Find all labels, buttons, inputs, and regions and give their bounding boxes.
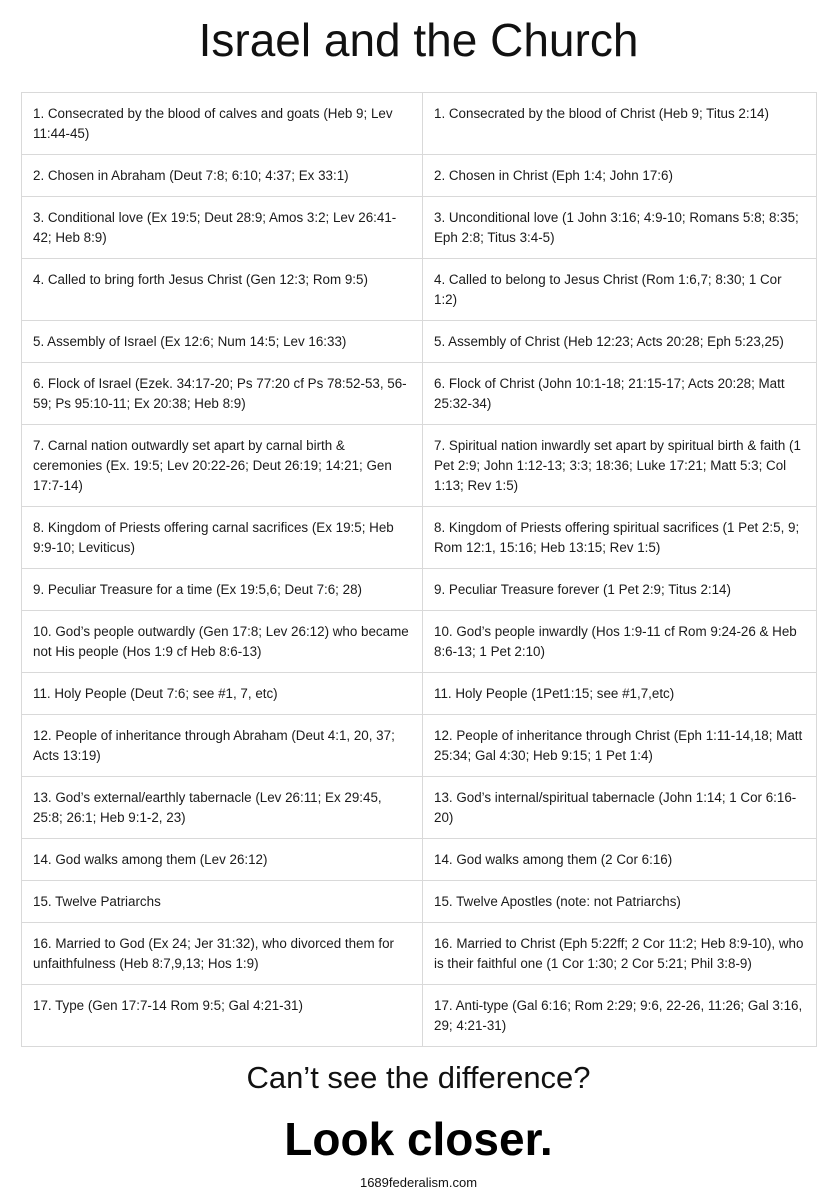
church-cell: 8. Kingdom of Priests offering spiritual sacrifices (1 Pet 2:5, 9; Rom 12:1, 15:16; Heb 13:15; Rev 1:5) — [423, 507, 817, 569]
table-row — [22, 777, 817, 839]
table-row — [22, 611, 817, 673]
table-row — [22, 321, 817, 363]
punchline: Look closer. — [284, 1113, 553, 1165]
comparison-table — [21, 92, 817, 1047]
church-cell: 16. Married to Christ (Eph 5:22ff; 2 Cor 11:2; Heb 8:9-10), who is their faithful one (1 Cor 1:30; 2 Cor 5:21; Phil 3:8-9) — [423, 923, 817, 985]
israel-cell: 6. Flock of Israel (Ezek. 34:17-20; Ps 77:20 cf Ps 78:52-53, 56-59; Ps 95:10-11; Ex 20:38; Heb 8:9) — [22, 363, 423, 425]
israel-cell: 4. Called to bring forth Jesus Christ (Gen 12:3; Rom 9:5) — [22, 259, 423, 321]
tagline: Can’t see the difference? — [246, 1060, 591, 1095]
table-row — [22, 425, 817, 507]
church-cell: 4. Called to belong to Jesus Christ (Rom 1:6,7; 8:30; 1 Cor 1:2) — [423, 259, 817, 321]
table-row — [22, 673, 817, 715]
israel-cell: 13. God’s external/earthly tabernacle (Lev 26:11; Ex 29:45, 25:8; 26:1; Heb 9:1-2, 23) — [22, 777, 423, 839]
israel-cell: 5. Assembly of Israel (Ex 12:6; Num 14:5; Lev 16:33) — [22, 321, 423, 363]
church-cell: 13. God’s internal/spiritual tabernacle (John 1:14; 1 Cor 6:16-20) — [423, 777, 817, 839]
church-cell: 2. Chosen in Christ (Eph 1:4; John 17:6) — [423, 155, 817, 197]
table-row — [22, 985, 817, 1047]
israel-cell: 9. Peculiar Treasure for a time (Ex 19:5,6; Deut 7:6; 28) — [22, 569, 423, 611]
church-cell: 7. Spiritual nation inwardly set apart by spiritual birth & faith (1 Pet 2:9; John 1:12-13; 3:3; 18:36; Luke 17:21; Matt 5:3; Col 1:13; Rev 1:5) — [423, 425, 817, 507]
israel-cell: 17. Type (Gen 17:7-14 Rom 9:5; Gal 4:21-31) — [22, 985, 423, 1047]
israel-cell: 12. People of inheritance through Abraham (Deut 4:1, 20, 37; Acts 13:19) — [22, 715, 423, 777]
israel-cell: 16. Married to God (Ex 24; Jer 31:32), who divorced them for unfaithfulness (Heb 8:7,9,13; Hos 1:9) — [22, 923, 423, 985]
israel-cell: 10. God’s people outwardly (Gen 17:8; Lev 26:12) who became not His people (Hos 1:9 cf Heb 8:6-13) — [22, 611, 423, 673]
table-row — [22, 923, 817, 985]
church-cell: 12. People of inheritance through Christ (Eph 1:11-14,18; Matt 25:34; Gal 4:30; Heb 9:15; 1 Pet 1:4) — [423, 715, 817, 777]
church-cell: 17. Anti-type (Gal 6:16; Rom 2:29; 9:6, 22-26, 11:26; Gal 3:16, 29; 4:21-31) — [423, 985, 817, 1047]
israel-cell: 8. Kingdom of Priests offering carnal sacrifices (Ex 19:5; Heb 9:9-10; Leviticus) — [22, 507, 423, 569]
church-cell: 5. Assembly of Christ (Heb 12:23; Acts 20:28; Eph 5:23,25) — [423, 321, 817, 363]
page-title: Israel and the Church — [198, 14, 639, 66]
church-cell: 15. Twelve Apostles (note: not Patriarchs) — [423, 881, 817, 923]
israel-cell: 11. Holy People (Deut 7:6; see #1, 7, etc) — [22, 673, 423, 715]
israel-cell: 15. Twelve Patriarchs — [22, 881, 423, 923]
table-row — [22, 507, 817, 569]
israel-cell: 2. Chosen in Abraham (Deut 7:8; 6:10; 4:37; Ex 33:1) — [22, 155, 423, 197]
israel-cell: 3. Conditional love (Ex 19:5; Deut 28:9; Amos 3:2; Lev 26:41-42; Heb 8:9) — [22, 197, 423, 259]
church-cell: 14. God walks among them (2 Cor 6:16) — [423, 839, 817, 881]
table-row — [22, 569, 817, 611]
church-cell: 3. Unconditional love (1 John 3:16; 4:9-10; Romans 5:8; 8:35; Eph 2:8; Titus 3:4-5) — [423, 197, 817, 259]
comparison-table-body — [22, 93, 817, 1047]
table-row — [22, 93, 817, 155]
church-cell: 11. Holy People (1Pet1:15; see #1,7,etc) — [423, 673, 817, 715]
church-cell: 6. Flock of Christ (John 10:1-18; 21:15-17; Acts 20:28; Matt 25:32-34) — [423, 363, 817, 425]
israel-cell: 14. God walks among them (Lev 26:12) — [22, 839, 423, 881]
table-row — [22, 715, 817, 777]
website-credit: 1689federalism.com — [359, 1175, 478, 1190]
table-row — [22, 839, 817, 881]
church-cell: 1. Consecrated by the blood of Christ (Heb 9; Titus 2:14) — [423, 93, 817, 155]
table-row — [22, 363, 817, 425]
table-row — [22, 155, 817, 197]
table-row — [22, 259, 817, 321]
church-cell: 9. Peculiar Treasure forever (1 Pet 2:9; Titus 2:14) — [423, 569, 817, 611]
table-row — [22, 197, 817, 259]
table-row — [22, 881, 817, 923]
church-cell: 10. God’s people inwardly (Hos 1:9-11 cf Rom 9:24-26 & Heb 8:6-13; 1 Pet 2:10) — [423, 611, 817, 673]
israel-cell: 7. Carnal nation outwardly set apart by carnal birth & ceremonies (Ex. 19:5; Lev 20:22-26; Deut 26:19; 14:21; Gen 17:7-14) — [22, 425, 423, 507]
israel-cell: 1. Consecrated by the blood of calves and goats (Heb 9; Lev 11:44-45) — [22, 93, 423, 155]
